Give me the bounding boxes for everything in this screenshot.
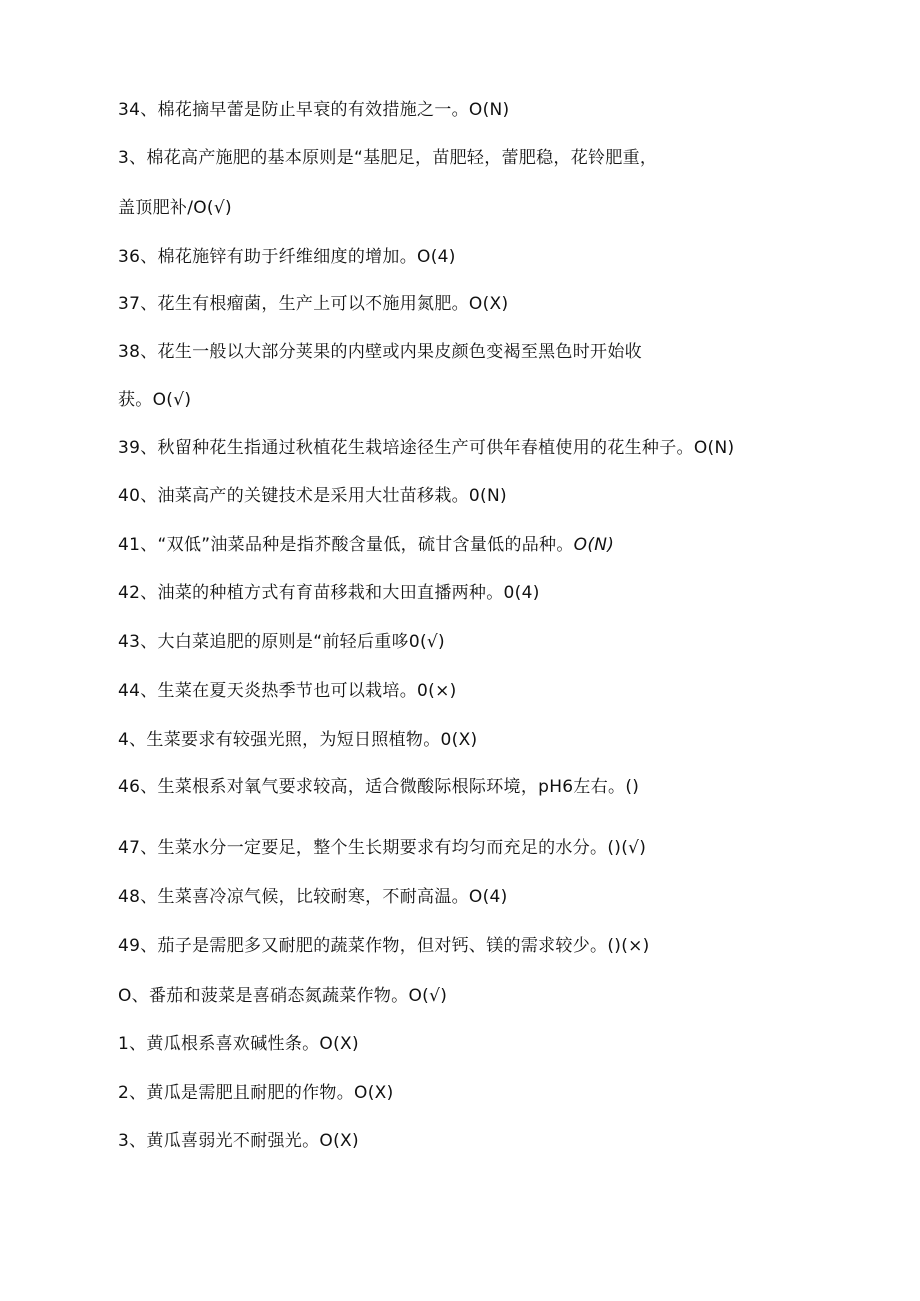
text-span: 41、“双低”油菜品种是指芥酸含量低，硫甘含量低的品种。 [118, 535, 574, 555]
text-line: 49、茄子是需肥多又耐肥的蔬菜作物，但对钙、镁的需求较少。()(×) [118, 936, 650, 956]
text-line: 获。O(√) [118, 390, 192, 410]
text-line: 36、棉花施锌有助于纤维细度的增加。O(4) [118, 247, 456, 267]
text-line: O、番茄和菠菜是喜硝态氮蔬菜作物。O(√) [118, 986, 448, 1006]
text-line: 3、黄瓜喜弱光不耐强光。O(X) [118, 1131, 359, 1151]
text-line: 2、黄瓜是需肥且耐肥的作物。O(X) [118, 1083, 394, 1103]
text-line: 4、生菜要求有较强光照，为短日照植物。0(X) [118, 730, 478, 750]
text-line: 37、花生有根瘤菌，生产上可以不施用氮肥。O(X) [118, 294, 509, 314]
text-line: 47、生菜水分一定要足，整个生长期要求有均匀而充足的水分。()(√) [118, 838, 647, 858]
text-line: 38、花生一般以大部分荚果的内壁或内果皮颜色变褐至黑色时开始收 [118, 342, 642, 362]
italic-answer: O(N) [573, 535, 615, 555]
text-line: 34、棉花摘早蕾是防止早衰的有效措施之一。O(N) [118, 100, 510, 120]
text-line: 42、油菜的种植方式有育苗移栽和大田直播两种。0(4) [118, 583, 540, 603]
text-line [118, 534, 614, 556]
text-line: 39、秋留种花生指通过秋植花生栽培途径生产可供年春植使用的花生种子。O(N) [118, 438, 735, 458]
text-line: 46、生菜根系对氧气要求较高，适合微酸际根际环境，pH6左右。() [118, 777, 640, 797]
text-line: 3、棉花高产施肥的基本原则是“基肥足，苗肥轻，蕾肥稳，花铃肥重， [118, 148, 658, 168]
text-line: 1、黄瓜根系喜欢碱性条。O(X) [118, 1034, 359, 1054]
text-line: 40、油菜高产的关键技术是采用大壮苗移栽。0(N) [118, 486, 507, 506]
text-line: 48、生菜喜冷凉气候，比较耐寒，不耐高温。O(4) [118, 887, 508, 907]
text-line: 44、生菜在夏天炎热季节也可以栽培。0(×) [118, 681, 457, 701]
text-line: 盖顶肥补/O(√) [118, 198, 232, 218]
text-line: 43、大白菜追肥的原则是“前轻后重哆0(√) [118, 632, 445, 652]
